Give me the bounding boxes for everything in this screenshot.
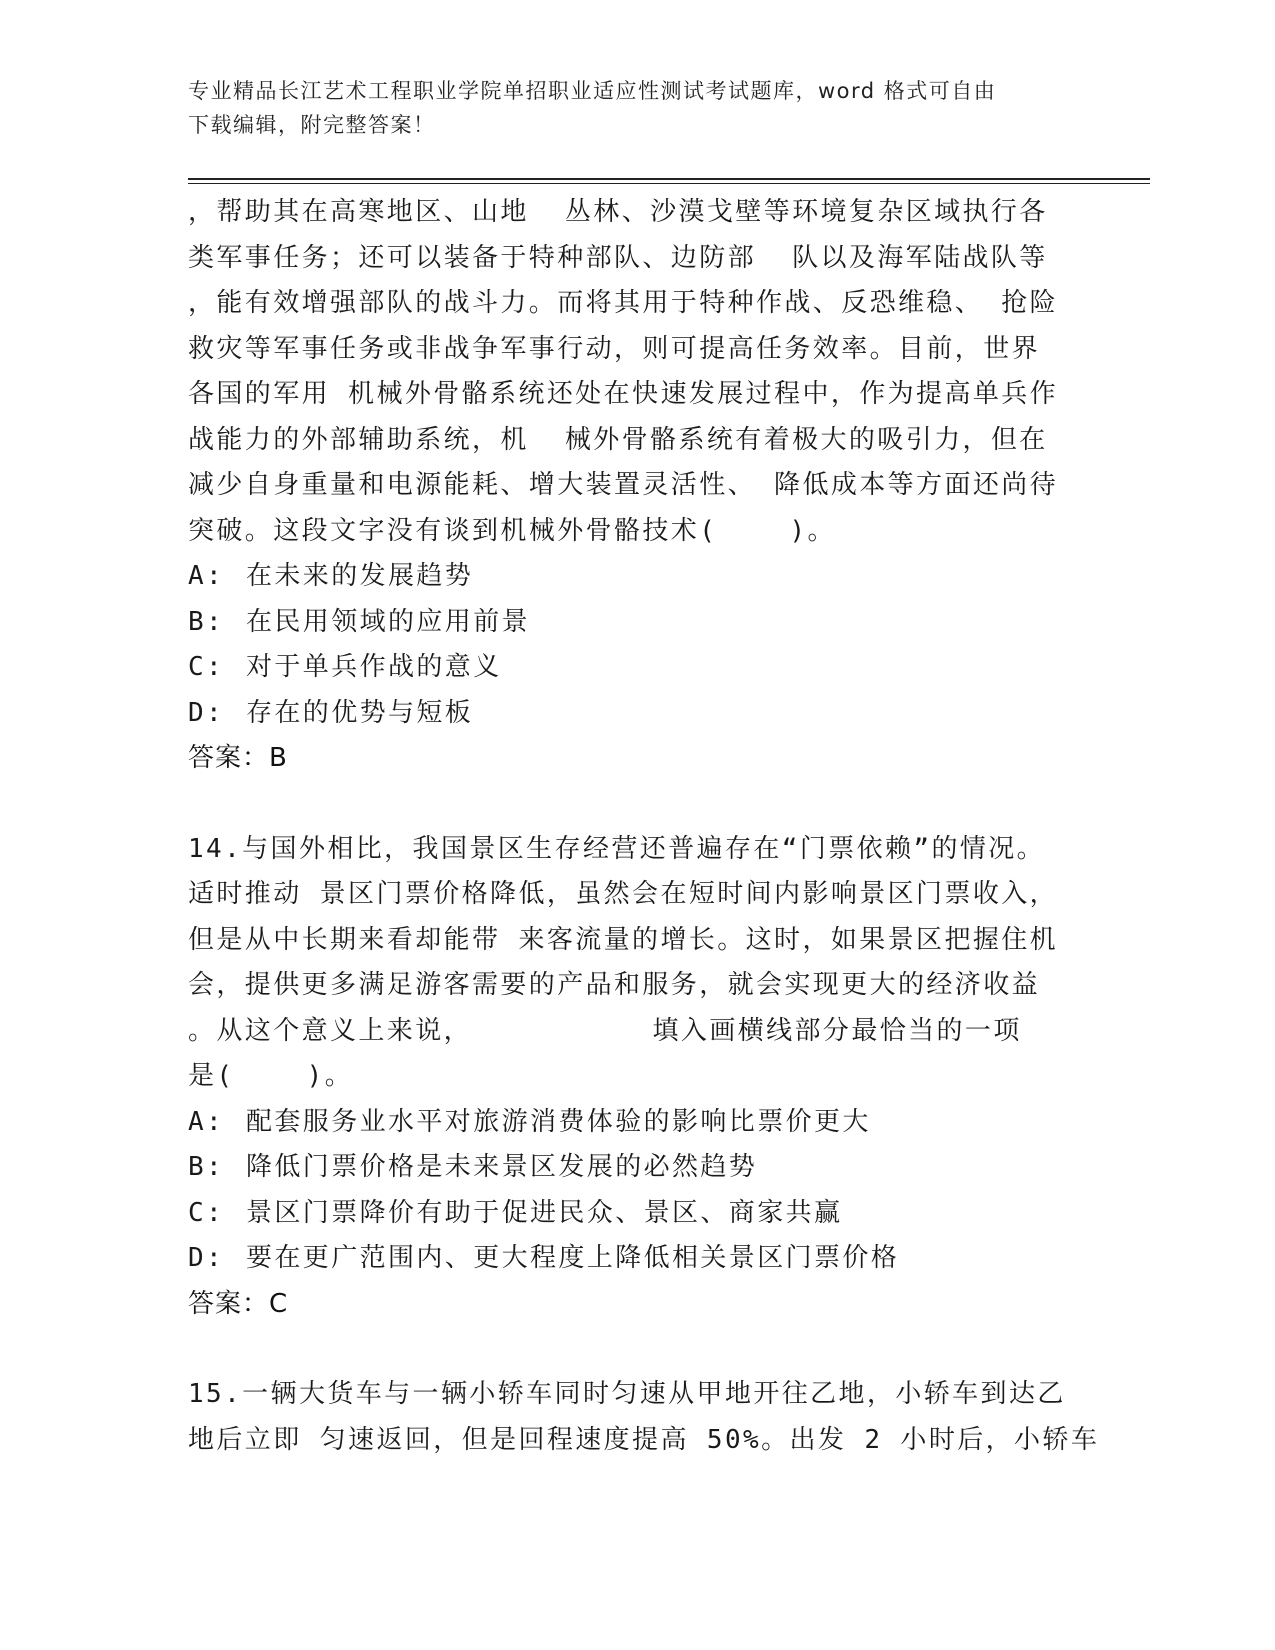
question-13 bbox=[188, 190, 1088, 782]
option-text: 要在更广范围内、更大程度上降低相关景区门票价格 bbox=[246, 1243, 900, 1273]
question-text-line: ，能有效增强部队的战斗力。而将其用于特种作战、反恐维稳、 抢险 bbox=[188, 288, 1059, 318]
header-divider-thin bbox=[188, 183, 1150, 184]
answer-label: 答案：B bbox=[188, 743, 288, 773]
question-text-line: 类军事任务；还可以装备于特种部队、边防部 队以及海军陆战队等 bbox=[188, 242, 1048, 273]
question-text-line: ，帮助其在高寒地区、山地 丛林、沙漠戈壁等环境复杂区域执行各 bbox=[188, 197, 1048, 227]
option-key: C: bbox=[188, 652, 225, 682]
question-15 bbox=[188, 1372, 1100, 1463]
question-14 bbox=[188, 827, 1088, 1328]
header-line-1: 专业精品长江艺术工程职业学院单招职业适应性测试考试题库，word 格式可自由 bbox=[188, 79, 997, 103]
question-text-line: 15.一辆大货车与一辆小轿车同时匀速从甲地开往乙地，小轿车到达乙 bbox=[188, 1379, 1066, 1409]
page-header bbox=[188, 74, 1068, 142]
header-divider-thick bbox=[188, 178, 1150, 180]
question-text-line: 但是从中长期来看却能带 来客流量的增长。这时，如果景区把握住机 bbox=[188, 924, 1059, 955]
option-a bbox=[188, 1100, 1088, 1146]
question-text-line: 突破。这段文字没有谈到机械外骨骼技术( )。 bbox=[188, 515, 836, 546]
option-b bbox=[188, 600, 1088, 646]
option-key: C: bbox=[188, 1197, 225, 1228]
option-text: 对于单兵作战的意义 bbox=[246, 652, 502, 682]
option-c bbox=[188, 645, 1088, 691]
option-key: A: bbox=[188, 561, 225, 591]
question-text-line: 战能力的外部辅助系统，机 械外骨骼系统有着极大的吸引力，但在 bbox=[188, 424, 1048, 455]
option-text: 配套服务业水平对旅游消费体验的影响比票价更大 bbox=[246, 1106, 871, 1137]
question-text-line: 救灾等军事任务或非战争军事行动，则可提高任务效率。目前，世界 bbox=[188, 333, 1041, 364]
option-d bbox=[188, 1236, 1088, 1282]
question-text-line: 各国的军用 机械外骨骼系统还处在快速发展过程中，作为提高单兵作 bbox=[188, 379, 1059, 409]
question-text-line: 地后立即 匀速返回，但是回程速度提高 50%。出发 2 小时后，小轿车 bbox=[188, 1424, 1100, 1455]
option-a bbox=[188, 554, 1088, 600]
option-text: 降低门票价格是未来景区发展的必然趋势 bbox=[246, 1152, 758, 1182]
option-key: A: bbox=[188, 1106, 225, 1137]
option-text: 存在的优势与短板 bbox=[246, 697, 474, 728]
question-text-line: 适时推动 景区门票价格降低，虽然会在短时间内影响景区门票收入， bbox=[188, 879, 1059, 909]
option-key: D: bbox=[188, 697, 225, 728]
document-body bbox=[188, 190, 1100, 1463]
question-text-line: 会，提供更多满足游客需要的产品和服务，就会实现更大的经济收益 bbox=[188, 970, 1041, 1000]
question-text-line: 是( )。 bbox=[188, 1061, 354, 1091]
option-text: 在未来的发展趋势 bbox=[246, 561, 474, 591]
option-key: B: bbox=[188, 1152, 225, 1182]
option-d bbox=[188, 691, 1088, 737]
option-text: 在民用领域的应用前景 bbox=[246, 606, 531, 637]
question-text-line: 14.与国外相比，我国景区生存经营还普遍存在“门票依赖”的情况。 bbox=[188, 833, 1046, 864]
option-key: B: bbox=[188, 606, 225, 637]
question-text-line: 减少自身重量和电源能耗、增大装置灵活性、 降低成本等方面还尚待 bbox=[188, 470, 1059, 500]
question-spacer bbox=[188, 782, 1088, 827]
header-line-2: 下载编辑，附完整答案！ bbox=[188, 113, 436, 137]
option-text: 景区门票降价有助于促进民众、景区、商家共赢 bbox=[246, 1197, 843, 1228]
option-c bbox=[188, 1191, 1088, 1237]
option-b bbox=[188, 1145, 1088, 1191]
question-spacer bbox=[188, 1327, 1088, 1372]
answer-label: 答案：C bbox=[188, 1288, 289, 1319]
question-text-line: 。从这个意义上来说， 填入画横线部分最恰当的一项 bbox=[188, 1015, 1022, 1046]
option-key: D: bbox=[188, 1243, 225, 1273]
